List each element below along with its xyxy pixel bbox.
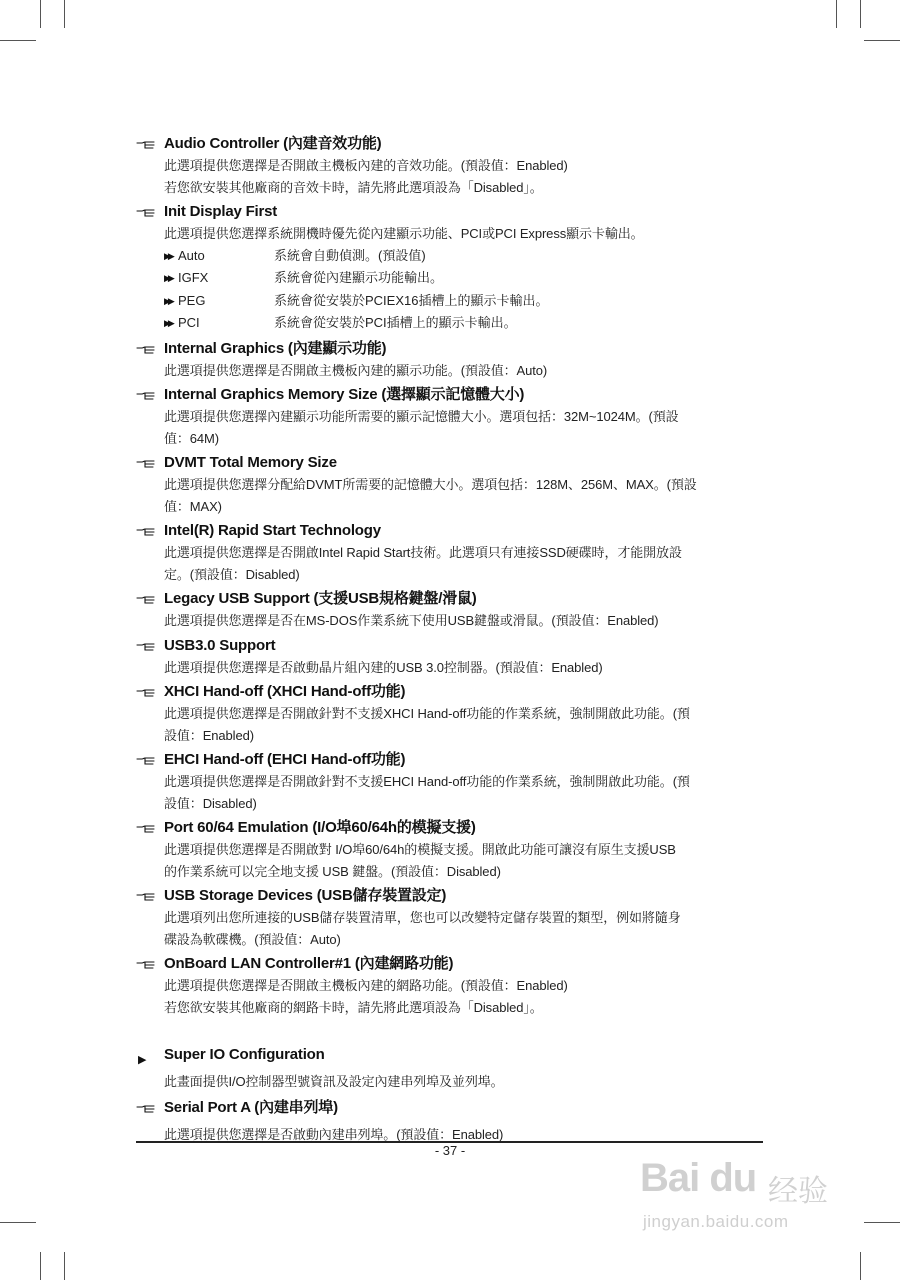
setting-title-text: Internal Graphics Memory Size (選擇顯示記憶體大小) [164, 386, 525, 403]
setting-description: 此選項提供您選擇是否開啟對 I/O埠60/64h的模擬支援。開啟此功能可讓沒有原生支援USB [164, 842, 676, 857]
crop-mark [64, 0, 65, 28]
setting-item [136, 635, 766, 679]
pointing-hand-icon [136, 345, 156, 355]
pointing-hand-icon [136, 688, 156, 698]
setting-title-text: Init Display First [164, 203, 278, 220]
setting-title [136, 1097, 766, 1119]
watermark-cn: 经验 [768, 1175, 828, 1208]
pointing-hand-icon [136, 960, 156, 970]
option-row [136, 290, 766, 313]
setting-item [136, 201, 766, 335]
setting-title [136, 817, 766, 839]
setting-title-text: DVMT Total Memory Size [164, 454, 337, 471]
setting-title [136, 681, 766, 703]
setting-description: 碟設為軟碟機。(預設值：Auto) [164, 931, 341, 947]
option-key: PEG [178, 292, 206, 308]
setting-title-text: OnBoard LAN Controller#1 (內建網路功能) [164, 955, 454, 972]
setting-title-text: Port 60/64 Emulation (I/O埠60/64h的模擬支援) [164, 819, 476, 836]
setting-title [136, 635, 766, 657]
pointing-hand-icon [136, 595, 156, 605]
crop-mark [40, 0, 41, 28]
setting-description: 此選項提供您選擇是否開啟Intel Rapid Start技術。此選項只有連接SSD硬碟時，才能開放設 [164, 545, 682, 560]
pointing-hand-icon [136, 208, 156, 218]
watermark-url: jingyan.baidu.com [643, 1212, 789, 1231]
setting-description: 若您欲安裝其他廠商的音效卡時，請先將此選項設為「Disabled」。 [164, 179, 543, 195]
setting-title [136, 885, 766, 907]
crop-mark [64, 1252, 65, 1280]
triangle-arrow-icon: ▶ [138, 1054, 147, 1066]
setting-description: 此選項提供您選擇是否開啟主機板內建的音效功能。(預設值：Enabled) [164, 158, 568, 173]
setting-description: 此選項提供您選擇系統開機時優先從內建顯示功能、PCI或PCI Express顯示卡輸出。 [164, 226, 644, 241]
option-value: 系統會從安裝於PCI插槽上的顯示卡輸出。 [274, 315, 517, 330]
crop-mark [0, 40, 36, 41]
setting-description: 此選項提供您選擇是否啟動晶片組內建的USB 3.0控制器。(預設值：Enabled) [164, 659, 603, 675]
super-io-title-text: Super IO Configuration [164, 1046, 325, 1063]
option-key: IGFX [178, 270, 209, 285]
setting-item [136, 452, 766, 517]
option-row [136, 267, 766, 290]
setting-item [136, 681, 766, 746]
setting-title-text: XHCI Hand-off (XHCI Hand-off功能) [164, 683, 406, 700]
double-arrow-icon: ▶▶ [164, 250, 172, 261]
setting-title [136, 384, 766, 406]
setting-description: 此選項列出您所連接的USB儲存裝置清單，您也可以改變特定儲存裝置的類型，例如將隨身 [164, 910, 681, 925]
crop-mark [836, 0, 837, 28]
setting-item [136, 749, 766, 814]
setting-title [136, 520, 766, 542]
setting-title-text: Serial Port A (內建串列埠) [164, 1098, 338, 1116]
double-arrow-icon: ▶▶ [164, 273, 172, 283]
setting-title-text: Legacy USB Support (支援USB規格鍵盤/滑鼠) [164, 590, 477, 607]
pointing-hand-icon [136, 527, 156, 537]
pointing-hand-icon [136, 459, 156, 469]
setting-item [136, 384, 766, 449]
setting-item [136, 520, 766, 585]
page-content [136, 133, 766, 1149]
setting-description: 此選項提供您選擇是否開啟主機板內建的顯示功能。(預設值：Auto) [164, 362, 548, 378]
pointing-hand-icon [136, 391, 156, 401]
setting-title-text: USB3.0 Support [164, 636, 276, 654]
setting-description: 值：MAX) [164, 498, 222, 514]
pointing-hand-icon [136, 892, 156, 902]
super-io-description: 此畫面提供I/O控制器型號資訊及設定內建串列埠及並列埠。 [164, 1074, 504, 1089]
setting-title [136, 133, 766, 155]
setting-item [136, 588, 766, 632]
setting-description: 若您欲安裝其他廠商的網路卡時，請先將此選項設為「Disabled」。 [164, 999, 543, 1015]
setting-description: 此選項提供您選擇是否啟動內建串列埠。(預設值：Enabled) [164, 1126, 504, 1142]
watermark-brand: Bai du [640, 1156, 757, 1200]
setting-description: 此選項提供您選擇是否在MS-DOS作業系統下使用USB鍵盤或滑鼠。(預設值：Enabled) [164, 613, 659, 628]
setting-description: 設值：Enabled) [164, 727, 254, 743]
setting-description: 此選項提供您選擇是否開啟針對不支援XHCI Hand-off功能的作業系統，強制開啟此功能。(預 [164, 706, 690, 721]
option-value: 系統會從安裝於PCIEX16插槽上的顯示卡輸出。 [274, 292, 549, 308]
setting-description: 此選項提供您選擇內建顯示功能所需要的顯示記憶體大小。選項包括：32M~1024M。(預設 [164, 409, 679, 424]
setting-description: 此選項提供您選擇分配給DVMT所需要的記憶體大小。選項包括：128M、256M、MAX。(預設 [164, 477, 697, 492]
crop-mark [860, 1252, 861, 1280]
setting-title [136, 452, 766, 474]
pointing-hand-icon [136, 642, 156, 652]
option-row [136, 312, 766, 335]
setting-item [136, 885, 766, 950]
setting-item [136, 953, 766, 1018]
setting-title [136, 588, 766, 610]
pointing-hand-icon [136, 140, 156, 150]
setting-description: 設值：Disabled) [164, 795, 257, 811]
setting-description: 值：64M) [164, 430, 220, 446]
setting-title-text: EHCI Hand-off (EHCI Hand-off功能) [164, 751, 406, 768]
crop-mark [40, 1252, 41, 1280]
double-arrow-icon: ▶▶ [164, 295, 172, 306]
setting-title [136, 338, 766, 360]
setting-title-text: Intel(R) Rapid Start Technology [164, 522, 381, 539]
setting-title [136, 201, 766, 223]
setting-description: 定。(預設值：Disabled) [164, 566, 300, 582]
option-value: 系統會自動偵測。(預設值) [274, 247, 426, 263]
setting-title-text: Audio Controller (內建音效功能) [164, 135, 382, 152]
setting-description: 此選項提供您選擇是否開啟針對不支援EHCI Hand-off功能的作業系統，強制開啟此功能。(預 [164, 774, 690, 789]
setting-item [136, 338, 766, 382]
crop-mark [864, 1222, 900, 1223]
crop-mark [860, 0, 861, 28]
setting-description: 此選項提供您選擇是否開啟主機板內建的網路功能。(預設值：Enabled) [164, 978, 568, 993]
setting-item [136, 133, 766, 198]
double-arrow-icon: ▶▶ [164, 318, 172, 328]
super-io-title [136, 1044, 766, 1066]
setting-title-text: USB Storage Devices (USB儲存裝置設定) [164, 887, 447, 904]
crop-mark [864, 40, 900, 41]
option-row [136, 245, 766, 268]
pointing-hand-icon [136, 824, 156, 834]
setting-description: 的作業系統可以完全地支援 USB 鍵盤。(預設值：Disabled) [164, 863, 501, 879]
pointing-hand-icon [136, 1104, 156, 1114]
setting-title [136, 749, 766, 771]
option-key: Auto [178, 247, 205, 263]
setting-title [136, 953, 766, 975]
super-io-section [136, 1044, 766, 1145]
page-number: - 37 - [434, 1143, 466, 1158]
setting-title-text: Internal Graphics (內建顯示功能) [164, 339, 387, 357]
option-key: PCI [178, 315, 200, 330]
crop-mark [0, 1222, 36, 1223]
setting-item [136, 817, 766, 882]
watermark [640, 1148, 860, 1231]
pointing-hand-icon [136, 756, 156, 766]
option-value: 系統會從內建顯示功能輸出。 [274, 270, 444, 285]
